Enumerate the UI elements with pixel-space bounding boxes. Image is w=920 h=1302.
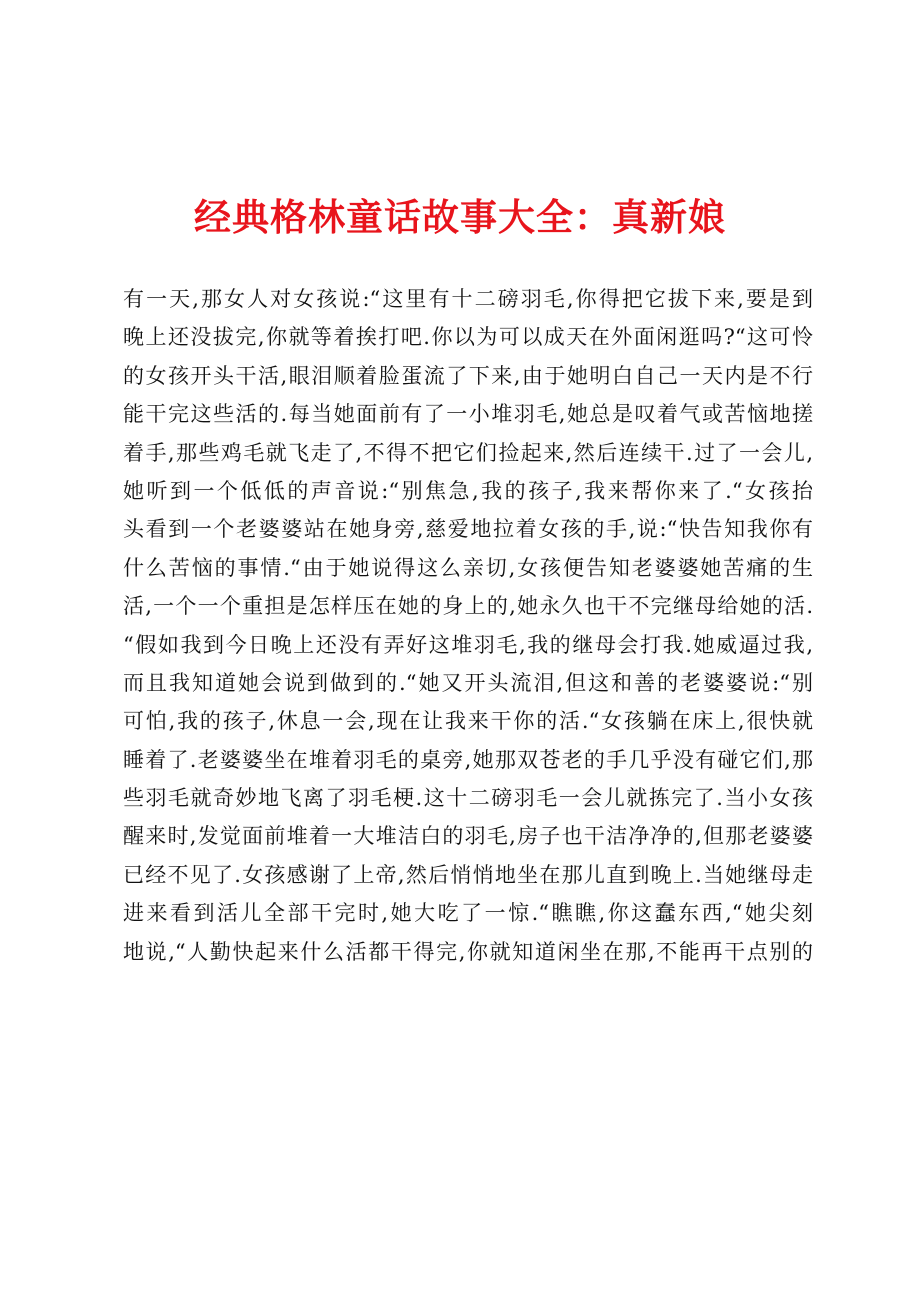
text-line: 已经不见了.女孩感谢了上帝,然后悄悄地坐在那儿直到晚上.当她继母走 — [123, 862, 813, 887]
story-body — [123, 280, 813, 971]
text-line: 些羽毛就奇妙地飞离了羽毛梗.这十二磅羽毛一会儿就拣完了.当小女孩 — [123, 786, 813, 811]
text-line: 头看到一个老婆婆站在她身旁,慈爱地拉着女孩的手,说:“快告知我你有 — [123, 517, 813, 542]
text-line: 有一天,那女人对女孩说:“这里有十二磅羽毛,你得把它拔下来,要是到 — [123, 287, 813, 311]
text-line: 睡着了.老婆婆坐在堆着羽毛的桌旁,她那双苍老的手几乎没有碰它们,那 — [123, 747, 813, 772]
text-line: 活,一个一个重担是怎样压在她的身上的,她永久也干不完继母给她的活. — [123, 594, 813, 619]
text-line: 着手,那些鸡毛就飞走了,不得不把它们捡起来,然后连续干.过了一会儿, — [123, 440, 813, 465]
text-line: 进来看到活儿全部干完时,她大吃了一惊.“瞧瞧,你这蠢东西,“她尖刻 — [123, 901, 813, 926]
text-line: 而且我知道她会说到做到的.“她又开头流泪,但这和善的老婆婆说:“别 — [123, 670, 813, 695]
text-line: 能干完这些活的.每当她面前有了一小堆羽毛,她总是叹着气或苦恼地搓 — [123, 402, 813, 427]
text-line: 可怕,我的孩子,休息一会,现在让我来干你的活.“女孩躺在床上,很快就 — [123, 709, 813, 734]
text-line: 地说,“人勤快起来什么活都干得完,你就知道闲坐在那,不能再干点别的 — [123, 939, 813, 964]
text-line: “假如我到今日晚上还没有弄好这堆羽毛,我的继母会打我.她威逼过我, — [123, 632, 813, 657]
text-line: 醒来时,发觉面前堆着一大堆洁白的羽毛,房子也干洁净净的,但那老婆婆 — [123, 824, 813, 849]
text-line: 晚上还没拔完,你就等着挨打吧.你以为可以成天在外面闲逛吗?“这可怜 — [123, 325, 813, 350]
text-line: 她听到一个低低的声音说:“别焦急,我的孩子,我来帮你来了.“女孩抬 — [123, 478, 813, 503]
text-line: 的女孩开头干活,眼泪顺着脸蛋流了下来,由于她明白自己一天内是不行 — [123, 363, 813, 388]
text-line: 什么苦恼的事情.“由于她说得这么亲切,女孩便告知老婆婆她苦痛的生 — [123, 555, 813, 580]
page-title: 经典格林童话故事大全：真新娘 — [194, 195, 726, 239]
